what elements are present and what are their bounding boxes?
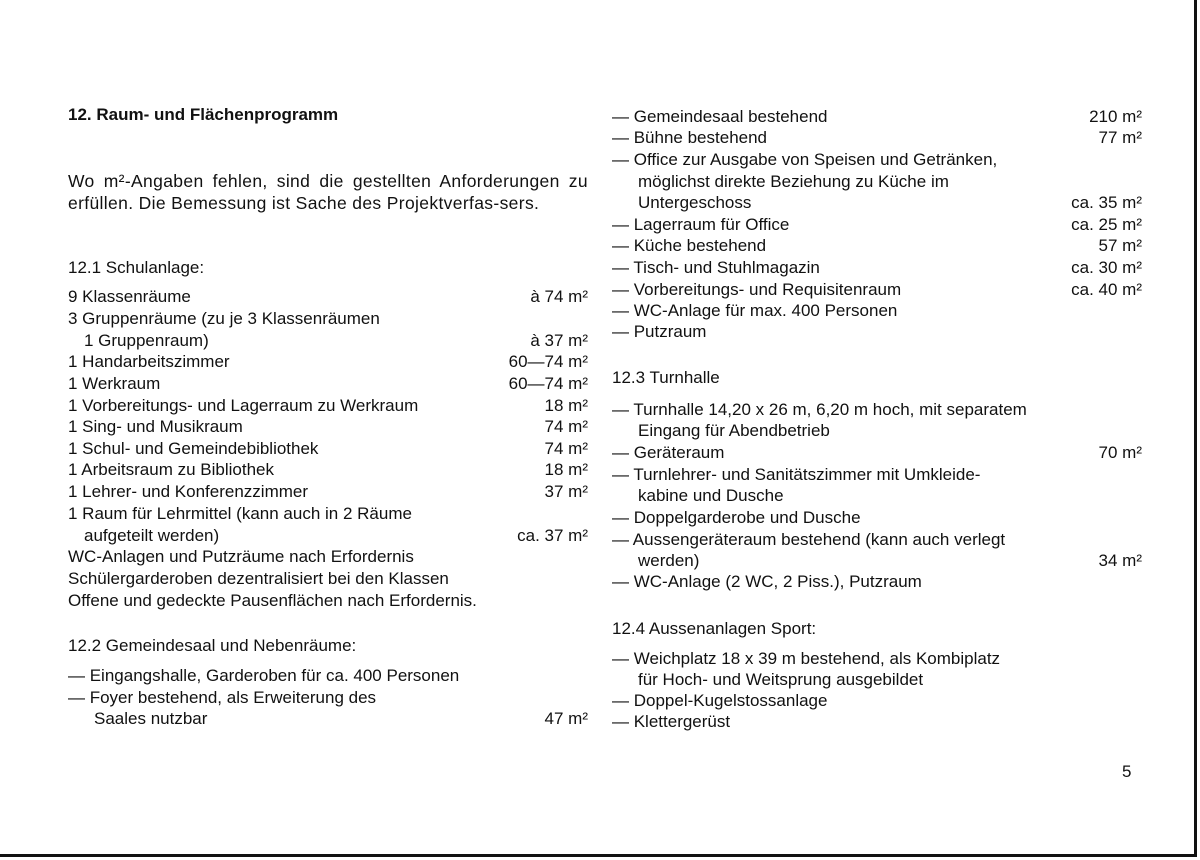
list-item: Schülergarderoben dezentralisiert bei den Klassen (68, 569, 449, 588)
list-item: — Weichplatz 18 x 39 m bestehend, als Kombiplatz (612, 649, 1001, 668)
list-item: Offene und gedeckte Pausenflächen nach Erfordernis. (68, 591, 477, 610)
list-item: 1 Handarbeitszimmer 60—74 m² (68, 352, 588, 371)
list-item: 1 Werkraum 60—74 m² (68, 374, 588, 393)
list-item: — Foyer bestehend, als Erweiterung des (68, 688, 377, 707)
list-item: — Küche bestehend 57 m² (612, 236, 1142, 255)
list-item: — Vorbereitungs- und Requisitenraum ca. 40 m² (612, 280, 1142, 299)
list-item: kabine und Dusche (638, 486, 784, 505)
list-item: — Tisch- und Stuhlmagazin ca. 30 m² (612, 258, 1142, 277)
list-item: möglichst direkte Beziehung zu Küche im (638, 172, 949, 191)
list-item: Saales nutzbar 47 m² (94, 709, 588, 728)
list-item: — Eingangshalle, Garderoben für ca. 400 Personen (68, 666, 460, 685)
list-item: WC-Anlagen und Putzräume nach Erfordernis (68, 547, 414, 566)
list-item: Eingang für Abendbetrieb (638, 421, 830, 440)
list-item: 1 Vorbereitungs- und Lagerraum zu Werkraum 18 m² (68, 396, 588, 415)
list-item: 1 Gruppenraum) à 37 m² (84, 331, 588, 350)
list-item: Untergeschoss ca. 35 m² (638, 193, 1142, 212)
list-item: — Geräteraum 70 m² (612, 443, 1142, 462)
list-item: — WC-Anlage (2 WC, 2 Piss.), Putzraum (612, 572, 922, 591)
list-item: für Hoch- und Weitsprung ausgebildet (638, 670, 924, 689)
list-item: 1 Sing- und Musikraum 74 m² (68, 417, 588, 436)
page-number: 5 (1122, 762, 1132, 781)
section-heading: 12. Raum- und Flächenprogramm (68, 105, 339, 124)
list-item: — Gemeindesaal bestehend 210 m² (612, 107, 1142, 126)
list-item: 3 Gruppenräume (zu je 3 Klassenräumen (68, 309, 380, 328)
list-item: 1 Schul- und Gemeindebibliothek 74 m² (68, 439, 588, 458)
section-title-gemeindesaal: 12.2 Gemeindesaal und Nebenräume: (68, 636, 357, 655)
list-item: — WC-Anlage für max. 400 Personen (612, 301, 898, 320)
list-item: 1 Raum für Lehrmittel (kann auch in 2 Räume (68, 504, 412, 523)
section-title-schulanlage: 12.1 Schulanlage: (68, 258, 205, 277)
section-title-aussenanlagen: 12.4 Aussenanlagen Sport: (612, 619, 817, 638)
list-item: 9 Klassenräume à 74 m² (68, 287, 588, 306)
list-item: — Aussengeräteraum bestehend (kann auch verlegt (612, 530, 1006, 549)
list-item: — Putzraum (612, 322, 707, 341)
list-item: — Turnlehrer- und Sanitätszimmer mit Umkleide- (612, 465, 981, 484)
list-item: werden) 34 m² (638, 551, 1142, 570)
list-item: 1 Arbeitsraum zu Bibliothek 18 m² (68, 460, 588, 479)
section-title-turnhalle: 12.3 Turnhalle (612, 368, 720, 387)
list-item: 1 Lehrer- und Konferenzzimmer 37 m² (68, 482, 588, 501)
list-item: — Turnhalle 14,20 x 26 m, 6,20 m hoch, mit separatem (612, 400, 1027, 419)
list-item: — Bühne bestehend 77 m² (612, 128, 1142, 147)
intro-paragraph: Wo m²-Angaben fehlen, sind die gestellten Anforderungen zu erfüllen. Die Bemessung ist Sache des Projektverfas-sers. (68, 171, 588, 213)
list-item: — Doppel-Kugelstossanlage (612, 691, 828, 710)
list-item: — Klettergerüst (612, 712, 731, 731)
list-item: — Doppelgarderobe und Dusche (612, 508, 861, 527)
list-item: aufgeteilt werden) ca. 37 m² (84, 526, 588, 545)
list-item: — Lagerraum für Office ca. 25 m² (612, 215, 1142, 234)
list-item: — Office zur Ausgabe von Speisen und Getränken, (612, 150, 998, 169)
